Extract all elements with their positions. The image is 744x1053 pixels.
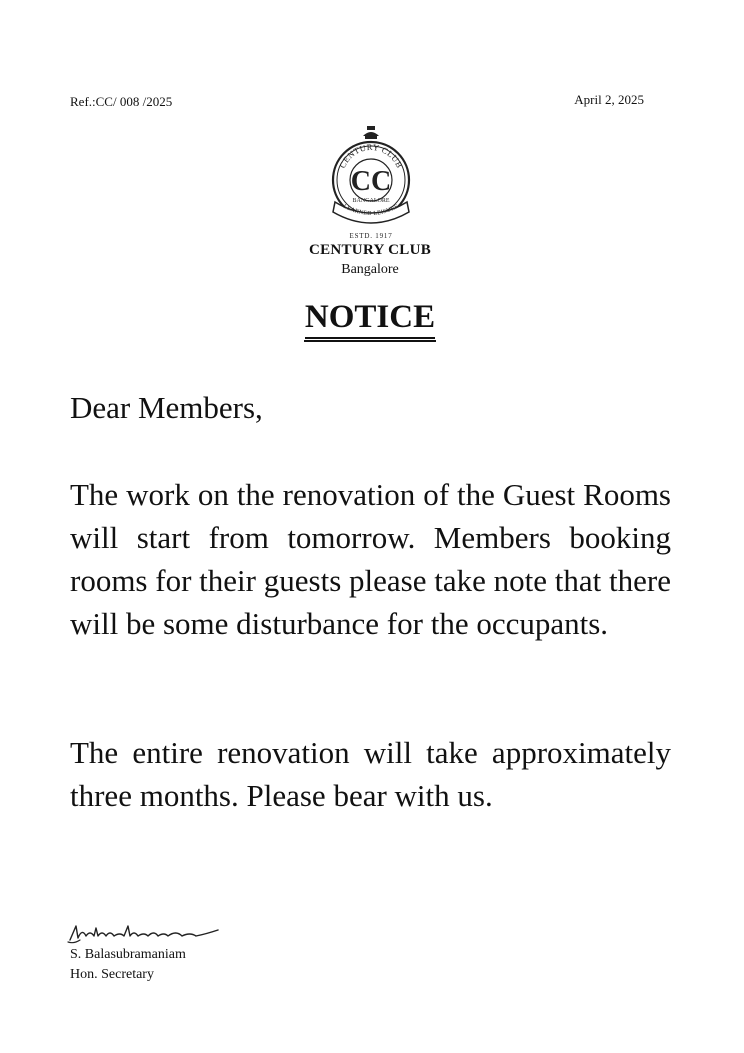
reference-number: Ref.:CC/ 008 /2025 bbox=[70, 94, 173, 109]
club-city: Bangalore bbox=[341, 262, 399, 277]
logo-place: BANGALORE bbox=[352, 198, 390, 204]
greeting: Dear Members, bbox=[70, 390, 263, 425]
notice-heading bbox=[0, 298, 740, 342]
club-name: CENTURY CLUB bbox=[308, 242, 432, 258]
logo-ring-text: CENTURY CLUB bbox=[337, 141, 405, 170]
logo-monogram: CC bbox=[350, 166, 392, 197]
notice-paragraph-2: The entire renovation will take approximately three months. Please bear with us. bbox=[70, 735, 671, 813]
club-logo bbox=[327, 126, 415, 244]
notice-paragraph-1: The work on the renovation of the Guest Rooms will start from tomorrow. Members booking rooms for their guests please take note that there will be some disturbance for the occupants. bbox=[70, 477, 671, 641]
logo-motto: LEARNED LEISURE bbox=[342, 203, 400, 218]
signatory-title: Hon. Secretary bbox=[70, 967, 154, 982]
logo-estd: ESTD. 1917 bbox=[349, 232, 393, 240]
notice-title: NOTICE bbox=[304, 298, 436, 342]
notice-date: April 2, 2025 bbox=[574, 92, 644, 107]
signatory-name: S. Balasubramaniam bbox=[70, 947, 186, 962]
handwritten-signature bbox=[66, 918, 226, 946]
